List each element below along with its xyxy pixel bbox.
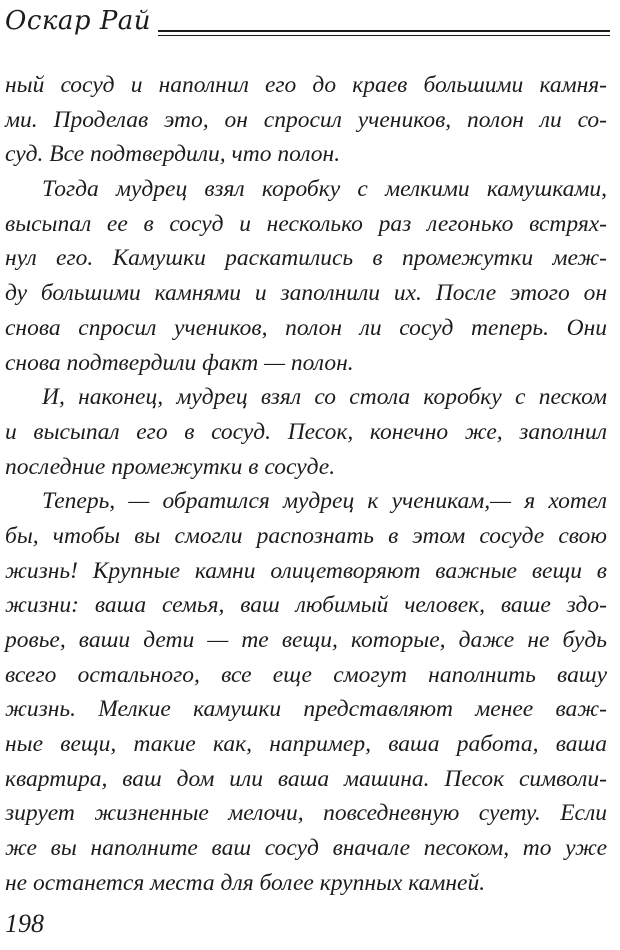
text-line: зирует жизненные мелочи, повседневную суету. Если xyxy=(5,800,607,827)
text-line: всего остального, все еще смогут наполнить вашу xyxy=(5,661,607,688)
text-line: ми. Проделав это, он спросил учеников, полон ли со- xyxy=(5,106,607,133)
text-line: последние промежутки в сосуде. xyxy=(5,453,336,480)
text-line: суд. Все подтвердили, что полон. xyxy=(5,141,341,168)
text-line: нул его. Камушки раскатились в промежутки меж- xyxy=(5,245,607,272)
text-line: ровье, ваши дети — те вещи, которые, даже не будь xyxy=(5,627,607,653)
text-line: И, наконец, мудрец взял со стола коробку с песком xyxy=(42,384,607,411)
text-line: бы, чтобы вы смогли распознать в этом сосуде свою xyxy=(5,522,607,549)
body-text xyxy=(5,68,607,901)
text-line: и высыпал его в сосуд. Песок, конечно же, заполнил xyxy=(5,418,607,445)
header-rule-thin xyxy=(158,35,610,36)
text-line: же вы наполните ваш сосуд вначале песоком, то уже xyxy=(5,835,607,862)
header-rule-thick xyxy=(158,30,610,32)
text-line: жизни: ваша семья, ваш любимый человек, ваше здо- xyxy=(5,592,607,619)
text-line: жизнь. Мелкие камушки представляют менее важ- xyxy=(5,696,607,723)
text-line: снова подтвердили факт — полон. xyxy=(5,349,354,376)
text-line: ные вещи, такие как, например, ваша работа, ваша xyxy=(5,731,607,758)
author-name: Оскар Рай xyxy=(5,6,152,36)
text-line: квартира, ваш дом или ваша машина. Песок символи- xyxy=(5,765,607,792)
text-line: снова спросил учеников, полон ли сосуд теперь. Они xyxy=(5,314,607,341)
text-line: Тогда мудрец взял коробку с мелкими камушками, xyxy=(42,176,607,203)
text-line: высыпал ее в сосуд и несколько раз легонько встрях- xyxy=(5,210,607,237)
text-line: ду большими камнями и заполнили их. После этого он xyxy=(5,280,607,307)
text-line: не останется места для более крупных камней. xyxy=(5,869,486,896)
text-line: Теперь, — обратился мудрец к ученикам,— я хотел xyxy=(42,488,607,515)
text-line: жизнь! Крупные камни олицетворяют важные вещи в xyxy=(5,557,607,584)
page-number: 198 xyxy=(5,909,44,938)
text-line: ный сосуд и наполнил его до краев большими камня- xyxy=(5,72,607,98)
running-header xyxy=(0,0,620,44)
